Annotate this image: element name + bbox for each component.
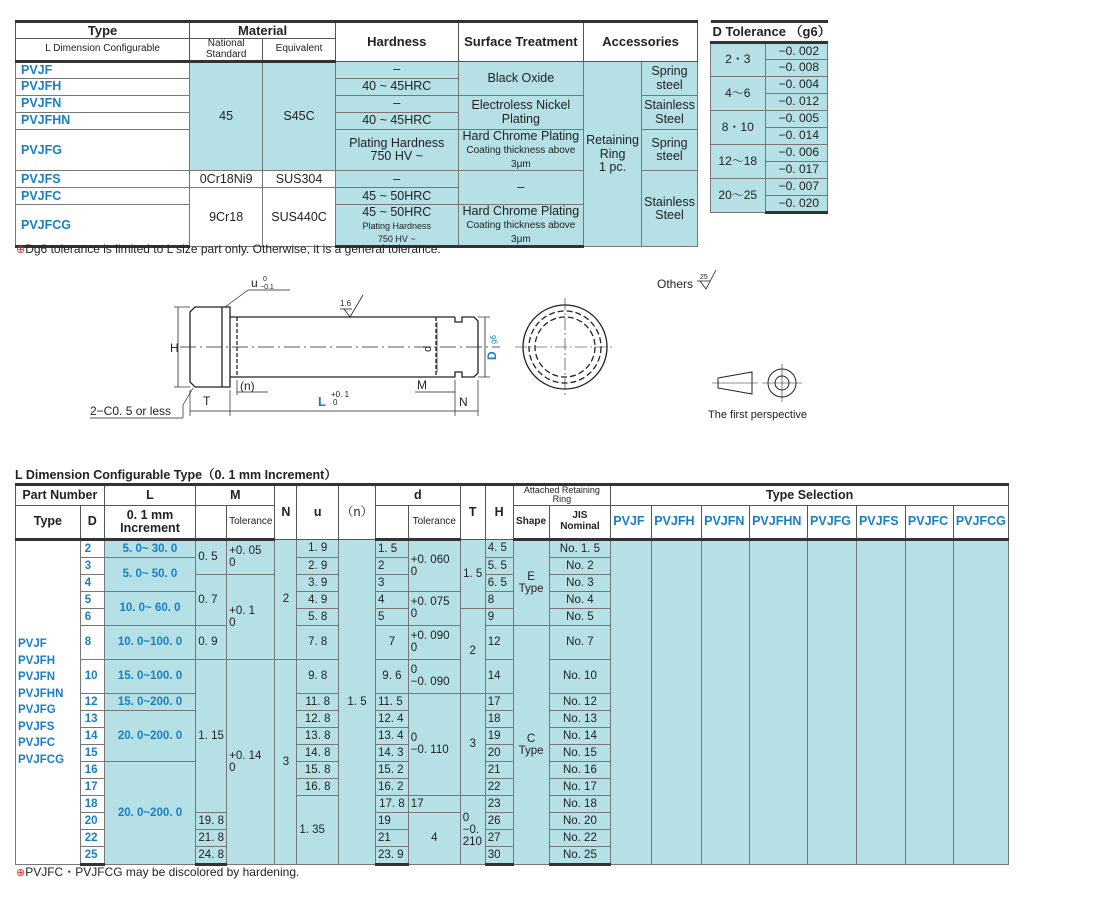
accessory-material: Spring steel [641, 62, 697, 96]
header-d: d [375, 485, 460, 506]
tolerance-range: 20～25 [711, 178, 766, 212]
type-list: PVJF PVJFH PVJFN PVJFHN PVJFG PVJFS PVJFC PVJFCG [16, 539, 81, 864]
label-H: H [170, 341, 179, 355]
D-value: 16 [80, 761, 104, 778]
jis-nominal: No. 1. 5 [549, 539, 611, 557]
note-text: PVJFC・PVJFCG may be discolored by hardening. [25, 865, 300, 879]
label-u: u [251, 276, 258, 290]
tolerance-table-wrapper [710, 20, 831, 214]
label-L: L [318, 394, 326, 409]
M-tolerance: +0. 14 0 [227, 659, 275, 864]
jis-nominal: No. 13 [549, 710, 611, 727]
jis-nominal: No. 12 [549, 693, 611, 710]
header-type-selection: Type Selection [611, 485, 1009, 506]
surface-treatment: Black Oxide [458, 62, 584, 96]
note-text: Dg6 tolerance is limited to L size part only. Otherwise, it is a general tolerance. [25, 242, 441, 256]
D-value: 4 [80, 574, 104, 591]
technical-drawing [0, 255, 1100, 430]
sel-cell [611, 539, 652, 864]
u-value: 1. 9 [297, 539, 339, 557]
tolerance-range: 8・10 [711, 110, 766, 144]
material-std: 0Cr18Ni9 [190, 171, 263, 188]
type-name: PVJF [16, 62, 190, 79]
header-sel-PVJFG: PVJFG [808, 505, 857, 539]
header-u: u [297, 485, 339, 540]
section-title: L Dimension Configurable Type（0. 1 mm Increment） [15, 468, 337, 482]
hardness: Plating Hardness 750 HV ~ [335, 130, 458, 171]
type-name: PVJFH [16, 79, 190, 96]
D-value: 20 [80, 812, 104, 829]
D-value: 8 [80, 625, 104, 659]
tolerance-range: 2・3 [711, 42, 766, 76]
surface-treatment: Hard Chrome Plating Coating thickness above 3μm [458, 130, 584, 171]
H-value: 17 [485, 693, 513, 710]
L-range: 20. 0~200. 0 [104, 761, 196, 864]
header-L: L [104, 485, 196, 506]
label-roughness: 1.6 [340, 299, 352, 308]
T-value: 3 [460, 693, 485, 795]
T-value: 4 [408, 812, 460, 864]
d-value: 19 [375, 812, 408, 829]
n-value: 1. 5 [339, 539, 376, 864]
H-value: 23 [485, 795, 513, 812]
L-range: 10. 0~ 60. 0 [104, 591, 196, 625]
tolerance-upper: −0. 005 [765, 110, 828, 127]
note-discolor [16, 863, 299, 880]
sel-cell [856, 539, 905, 864]
shape-C: C Type [513, 625, 549, 864]
u-value: 21. 8 [196, 829, 227, 846]
header-H: H [485, 485, 513, 540]
header-M-tolerance: Tolerance [227, 505, 275, 539]
L-range: 15. 0~200. 0 [104, 693, 196, 710]
d-value: 11. 5 [375, 693, 408, 710]
hardness: – [335, 96, 458, 113]
hardness: – [335, 62, 458, 79]
d-tolerance: +0. 060 0 [408, 539, 460, 591]
u-value: 11. 8 [297, 693, 339, 710]
header-M: M [196, 485, 275, 506]
type-name: PVJFG [16, 130, 190, 171]
tolerance-lower: −0. 008 [765, 59, 828, 76]
header-type: Type [16, 22, 190, 39]
H-value: 21 [485, 761, 513, 778]
d-value: 4 [375, 591, 408, 608]
note-dg6 [16, 242, 441, 256]
d-tolerance: 0 −0. 090 [408, 659, 460, 693]
D-value: 2 [80, 539, 104, 557]
label-others-val: 25 [700, 274, 708, 281]
hardness: – [335, 171, 458, 188]
u-value: 15. 8 [297, 761, 339, 778]
u-value: 4. 9 [297, 591, 339, 608]
D-value: 25 [80, 846, 104, 864]
hardness: 40 ~ 45HRC [335, 113, 458, 130]
header-surface: Surface Treatment [458, 22, 584, 62]
tolerance-upper: −0. 002 [765, 42, 828, 59]
H-value: 8 [485, 591, 513, 608]
D-value: 18 [80, 795, 104, 812]
N-value: 3 [275, 659, 297, 864]
hardness: 40 ~ 45HRC [335, 79, 458, 96]
jis-nominal: No. 10 [549, 659, 611, 693]
d-value: 21 [375, 829, 408, 846]
header-material: Material [190, 22, 336, 39]
u-value: 17. 8 [375, 795, 408, 812]
accessory-material: Spring steel [641, 130, 697, 171]
header-sel-PVJF: PVJF [611, 505, 652, 539]
tolerance-table [710, 20, 831, 214]
M-value: 1. 15 [196, 659, 227, 812]
sel-cell [702, 539, 750, 864]
sel-cell [652, 539, 702, 864]
jis-nominal: No. 25 [549, 846, 611, 864]
label-chamfer: 2−C0. 5 or less [90, 404, 172, 418]
d-value: 17 [408, 795, 460, 812]
tolerance-upper: −0. 007 [765, 178, 828, 195]
accessory-material: Stainless Steel [641, 96, 697, 130]
H-value: 9 [485, 608, 513, 625]
D-value: 13 [80, 710, 104, 727]
label-u-tol-upper: 0 [263, 276, 267, 283]
tolerance-lower: −0. 020 [765, 195, 828, 212]
material-std: 9Cr18 [190, 188, 263, 247]
H-value: 30 [485, 846, 513, 864]
D-value: 10 [80, 659, 104, 693]
header-shape: Shape [513, 505, 549, 539]
header-accessories: Accessories [584, 22, 698, 62]
jis-nominal: No. 16 [549, 761, 611, 778]
D-value: 12 [80, 693, 104, 710]
note-icon: ⊕ [16, 867, 26, 879]
d-value: 3 [375, 574, 408, 591]
tolerance-upper: −0. 004 [765, 76, 828, 93]
N-value: 2 [275, 539, 297, 659]
d-value: 12. 4 [375, 710, 408, 727]
H-value: 22 [485, 778, 513, 795]
jis-nominal: No. 3 [549, 574, 611, 591]
shape-E: E Type [513, 539, 549, 625]
header-material-eq: Equivalent [263, 39, 336, 62]
jis-nominal: No. 22 [549, 829, 611, 846]
M-value: 0. 5 [196, 539, 227, 574]
d-value: 13. 4 [375, 727, 408, 744]
T-value: 1. 5 [460, 539, 485, 608]
header-type-sub: L Dimension Configurable [16, 39, 190, 62]
u-value: 2. 9 [297, 557, 339, 574]
header-hardness: Hardness [335, 22, 458, 62]
H-value: 19 [485, 727, 513, 744]
header-part-number: Part Number [16, 485, 105, 506]
M-tolerance: +0. 1 0 [227, 574, 275, 659]
tolerance-lower: −0. 017 [765, 161, 828, 178]
label-T: T [203, 394, 211, 408]
type-name: PVJFC [16, 188, 190, 205]
d-value: 5 [375, 608, 408, 625]
header-T: T [460, 485, 485, 540]
jis-nominal: No. 5 [549, 608, 611, 625]
type-name: PVJFS [16, 171, 190, 188]
sel-cell [750, 539, 808, 864]
label-N: N [459, 395, 468, 409]
L-range: 15. 0~100. 0 [104, 659, 196, 693]
sel-cell [905, 539, 953, 864]
jis-nominal: No. 18 [549, 795, 611, 812]
label-u-tol-lower: −0.1 [260, 284, 274, 291]
header-material-std: National Standard [190, 39, 263, 62]
M-tolerance: +0. 05 0 [227, 539, 275, 574]
type-name: PVJFN [16, 96, 190, 113]
u-value: 16. 8 [297, 778, 339, 795]
l-dimension-table-wrapper [15, 483, 1009, 866]
surface-treatment: Electroless Nickel Plating [458, 96, 584, 130]
label-n: (n) [240, 379, 255, 393]
d-value: 1. 5 [375, 539, 408, 557]
H-value: 14 [485, 659, 513, 693]
material-eq: S45C [263, 62, 336, 171]
d-value: 7 [375, 625, 408, 659]
jis-nominal: No. 17 [549, 778, 611, 795]
M-value: 1. 35 [297, 795, 339, 864]
u-value: 19. 8 [196, 812, 227, 829]
D-value: 15 [80, 744, 104, 761]
M-value: 0. 7 [196, 574, 227, 625]
L-range: 10. 0~100. 0 [104, 625, 196, 659]
H-value: 18 [485, 710, 513, 727]
label-L-tol-lower: 0 [333, 398, 338, 407]
L-range: 5. 0~ 50. 0 [104, 557, 196, 591]
L-range: 5. 0~ 30. 0 [104, 539, 196, 557]
accessory-material: Stainless Steel [641, 171, 697, 247]
H-value: 5. 5 [485, 557, 513, 574]
l-dimension-table [15, 483, 1009, 866]
u-value: 9. 8 [297, 659, 339, 693]
jis-nominal: No. 4 [549, 591, 611, 608]
header-sel-PVJFS: PVJFS [856, 505, 905, 539]
header-N: N [275, 485, 297, 540]
u-value: 13. 8 [297, 727, 339, 744]
tolerance-lower: −0. 014 [765, 127, 828, 144]
tolerance-range: 4～6 [711, 76, 766, 110]
D-value: 14 [80, 727, 104, 744]
D-value: 17 [80, 778, 104, 795]
header-type: Type [16, 505, 81, 539]
header-sel-PVJFN: PVJFN [702, 505, 750, 539]
T-value: 2 [460, 608, 485, 693]
tolerance-range: 12～18 [711, 144, 766, 178]
header-D: D [80, 505, 104, 539]
H-value: 4. 5 [485, 539, 513, 557]
d-value: 9. 6 [375, 659, 408, 693]
D-value: 22 [80, 829, 104, 846]
hardness: 45 ~ 50HRC [335, 188, 458, 205]
header-jis: JIS Nominal [549, 505, 611, 539]
u-value: 7. 8 [297, 625, 339, 659]
note-icon: ⊕ [16, 244, 26, 256]
material-eq: SUS304 [263, 171, 336, 188]
D-value: 5 [80, 591, 104, 608]
tolerance-title: D Tolerance （g6） [711, 22, 828, 43]
label-d: d [422, 345, 434, 352]
jis-nominal: No. 7 [549, 625, 611, 659]
d-value: 23. 9 [375, 846, 408, 864]
sel-cell [953, 539, 1008, 864]
header-sel-PVJFHN: PVJFHN [750, 505, 808, 539]
jis-nominal: No. 15 [549, 744, 611, 761]
spec-table [15, 20, 698, 248]
tolerance-upper: −0. 006 [765, 144, 828, 161]
hardness: 45 ~ 50HRC Plating Hardness 750 HV ~ [335, 205, 458, 247]
d-tolerance: 0 −0. 210 [460, 795, 485, 864]
label-M: M [417, 378, 427, 392]
jis-nominal: No. 2 [549, 557, 611, 574]
H-value: 6. 5 [485, 574, 513, 591]
material-eq: SUS440C [263, 188, 336, 247]
label-g6: g6 [489, 335, 498, 344]
u-value: 24. 8 [196, 846, 227, 864]
d-tolerance: +0. 075 0 [408, 591, 460, 625]
header-sel-PVJFCG: PVJFCG [953, 505, 1008, 539]
L-range: 20. 0~200. 0 [104, 710, 196, 761]
label-perspective: The first perspective [708, 409, 808, 421]
tolerance-lower: −0. 012 [765, 93, 828, 110]
D-value: 6 [80, 608, 104, 625]
jis-nominal: No. 20 [549, 812, 611, 829]
label-L-tol-upper: +0. 1 [331, 390, 350, 399]
M-value: 0. 9 [196, 625, 227, 659]
material-std: 45 [190, 62, 263, 171]
u-value: 12. 8 [297, 710, 339, 727]
d-tolerance: 0 −0. 110 [408, 693, 460, 795]
d-value: 2 [375, 557, 408, 574]
header-attached: Attached Retaining Ring [513, 485, 611, 506]
surface-treatment: Hard Chrome Plating Coating thickness above 3μm [458, 205, 584, 247]
H-value: 20 [485, 744, 513, 761]
header-sel-PVJFC: PVJFC [905, 505, 953, 539]
H-value: 26 [485, 812, 513, 829]
header-increment: 0. 1 mm Increment [104, 505, 196, 539]
label-others: Others [657, 277, 694, 291]
type-name: PVJFCG [16, 205, 190, 247]
header-n: （n） [339, 485, 376, 540]
d-value: 16. 2 [375, 778, 408, 795]
D-value: 3 [80, 557, 104, 574]
jis-nominal: No. 14 [549, 727, 611, 744]
u-value: 14. 8 [297, 744, 339, 761]
spec-table-wrapper [15, 20, 698, 248]
u-value: 3. 9 [297, 574, 339, 591]
H-value: 12 [485, 625, 513, 659]
surface-treatment: – [458, 171, 584, 205]
label-D: D [485, 351, 499, 360]
sel-cell [808, 539, 857, 864]
accessory-ring: Retaining Ring 1 pc. [584, 62, 642, 247]
type-name: PVJFHN [16, 113, 190, 130]
u-value: 5. 8 [297, 608, 339, 625]
header-d-tolerance: Tolerance [408, 505, 460, 539]
d-tolerance: +0. 090 0 [408, 625, 460, 659]
d-value: 14. 3 [375, 744, 408, 761]
d-value: 15. 2 [375, 761, 408, 778]
H-value: 27 [485, 829, 513, 846]
header-sel-PVJFH: PVJFH [652, 505, 702, 539]
